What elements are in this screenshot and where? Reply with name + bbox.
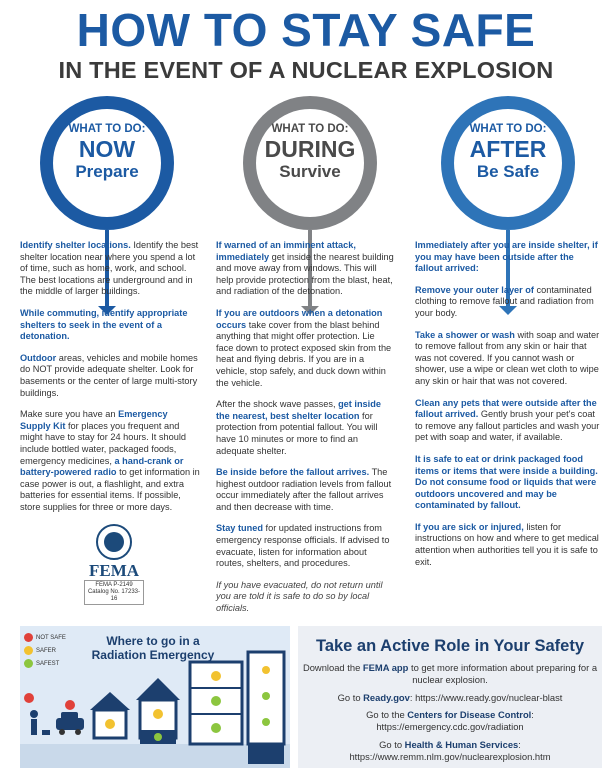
badge-phase: AFTER: [469, 136, 547, 162]
fema-logo: [84, 524, 144, 605]
legend-safer: SAFER: [24, 645, 66, 658]
during-paragraph-1: If warned of an imminent attack, immediately get inside the nearest building and move away from windows. This will help provide protection from the blast, heat, and radiation of the detonation.: [216, 240, 394, 297]
fema-wordmark: FEMA: [88, 561, 140, 580]
person-icon: [30, 710, 38, 718]
after-paragraph-4: Clean any pets that were outside after the fallout arrived. Gently brush your pet's coat to remove any fallout particles and wash your pet with soap and water, if available.: [415, 397, 600, 443]
during-paragraph-6: If you have evacuated, do not return until you are told it is safe to do so by local officials.: [216, 579, 383, 614]
after-paragraph-6: If you are sick or injured, listen for instructions on how and where to get medical attention when authorities tell you it is safe to exit.: [415, 521, 599, 567]
now-paragraph-2: While commuting, identify appropriate shelters to seek in the event of a detonation.: [20, 307, 188, 342]
shelter-buildings-illustration: [20, 626, 290, 768]
badge-label: WHAT TO DO:: [469, 123, 547, 135]
legend-safest: SAFEST: [24, 658, 66, 671]
dog-icon: [42, 730, 50, 735]
dhs-seal-icon: [96, 524, 132, 560]
column-after: [415, 240, 600, 578]
badge-action: Prepare: [75, 162, 139, 181]
legend-not-safe: NOT SAFE: [24, 632, 66, 645]
badge-action: Be Safe: [476, 162, 540, 181]
fema-app-text: Download the FEMA app to get more information about preparing for a nuclear explosion.: [302, 662, 598, 685]
after-paragraph-1: Immediately after you are inside shelter, if you may have been outside after the fallout arrived:: [415, 240, 598, 274]
badge-phase: NOW: [78, 136, 136, 162]
during-paragraph-5: Stay tuned for updated instructions from emergency response officials. If advised to evacuate, listen for information about routes, shelters, and procedures.: [216, 523, 390, 569]
now-paragraph-1: Identify shelter locations. Identify the best shelter location near where you spend a lot of time, such as home, work, and school. The best locations are underground and in the middle of larger buildings.: [20, 240, 199, 297]
page-subtitle: IN THE EVENT OF A NUCLEAR EXPLOSION: [58, 57, 554, 83]
during-paragraph-4: Be inside before the fallout arrives. The highest outdoor radiation levels from fallout occur immediately after the fallout arrives and then decrease with time.: [216, 467, 392, 512]
now-paragraph-4: Make sure you have an Emergency Supply Kit for places you frequent and might have to stay for 24 hours. It should include bottled water, packaged foods, emergency medicines, a hand-crank or battery-powered radio to get information in case power is out, a flashlight, and extra batteries for essential items. If possible, store supplies for three or more days.: [20, 409, 200, 512]
during-paragraph-3: After the shock wave passes, get inside the nearest, best shelter location for protection from potential fallout. You will have 10 minutes or more to find an adequate shelter.: [216, 399, 381, 456]
ready-gov-link[interactable]: Go to Ready.gov: https://www.ready.gov/nuclear-blast: [337, 691, 563, 703]
hhs-link[interactable]: Go to Health & Human Services: https://www.remm.nlm.gov/nuclearexplosion.htm: [349, 738, 551, 762]
two-story-house-icon: [136, 678, 180, 700]
after-paragraph-2: Remove your outer layer of contaminated clothing to remove fallout and radiation from your body.: [415, 284, 594, 318]
badge-phase: DURING: [264, 136, 356, 162]
badge-now: [40, 96, 174, 230]
radiation-emergency-panel: [20, 626, 290, 768]
after-paragraph-3: Take a shower or wash with soap and water to remove fallout from any skin or hair that was not covered. If you cannot wash or shower, use a wipe or clean wet cloth to wipe any skin or hair that was not covered.: [415, 329, 600, 386]
column-now: [20, 240, 200, 523]
fema-catalog: FEMA P-2149 Catalog No. 17233-16: [84, 580, 144, 605]
badge-after: [441, 96, 575, 230]
after-paragraph-5: It is safe to eat or drink packaged food items or items that were inside a building. Do not consume food or liquids that were outdoors uncovered and may be contaminated by fallout.: [415, 453, 598, 511]
page-title: HOW TO STAY SAFE: [76, 4, 536, 56]
active-role-panel: [298, 626, 602, 768]
house-icon: [90, 692, 130, 710]
cdc-link[interactable]: Go to the Centers for Disease Control: https://emergency.cdc.gov/radiation: [366, 709, 534, 733]
now-paragraph-3: Outdoor areas, vehicles and mobile homes do NOT provide adequate shelter. Look for basements or the center of large multi-story buildings.: [20, 352, 198, 398]
during-paragraph-2: If you are outdoors when a detonation occurs take cover from the blast behind anything that might offer protection. Lie face down to protect exposed skin from the heat and flying debris. If you are in a vehicle, stop safely, and duck down within the vehicle.: [216, 307, 392, 388]
badge-action: Survive: [279, 162, 341, 181]
badge-during: [243, 96, 377, 230]
active-role-heading: Take an Active Role in Your Safety: [315, 637, 585, 655]
badge-label: WHAT TO DO:: [271, 123, 349, 135]
column-during: [216, 240, 394, 625]
badge-label: WHAT TO DO:: [68, 123, 146, 135]
radiation-title: Where to go in a Radiation Emergency: [91, 634, 215, 662]
